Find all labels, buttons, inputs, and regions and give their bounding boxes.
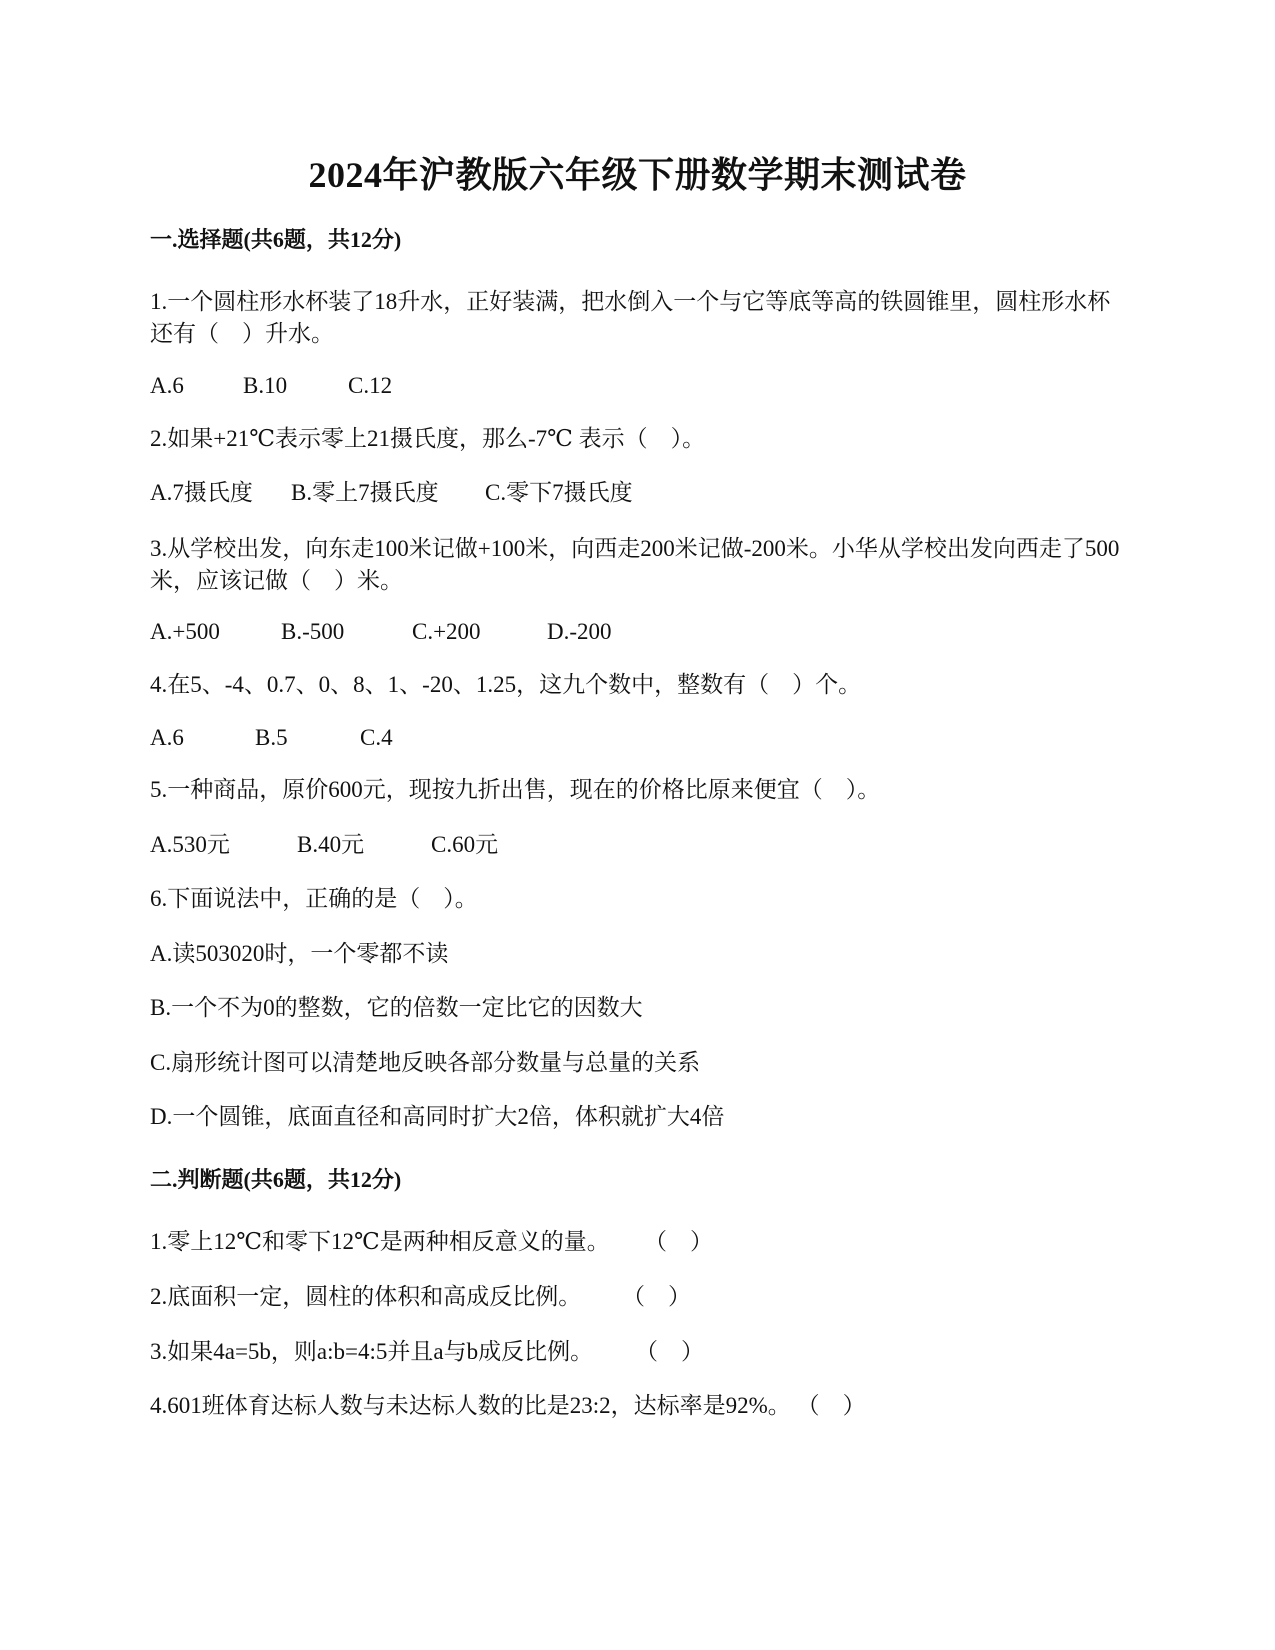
option-c: C.12 bbox=[348, 373, 393, 398]
option-b: B.40元 bbox=[297, 832, 365, 857]
option-b: B.零上7摄氏度 bbox=[291, 480, 439, 505]
section-heading-choice: 一.选择题(共6题，共12分) bbox=[150, 227, 402, 252]
judgment-item-3 bbox=[150, 1336, 1130, 1368]
option-a: A.6 bbox=[150, 373, 184, 398]
page-title: 2024年沪教版六年级下册数学期末测试卷 bbox=[308, 155, 967, 195]
question-5: 5.一种商品，原价600元，现按九折出售，现在的价格比原来便宜（ ）。 bbox=[150, 777, 881, 802]
judgment-text: 4.601班体育达标人数与未达标人数的比是23:2，达标率是92%。 bbox=[150, 1393, 791, 1418]
option-a: A.+500 bbox=[150, 619, 220, 644]
judgment-item-1 bbox=[150, 1226, 1130, 1258]
option-c: C.零下7摄氏度 bbox=[485, 480, 633, 505]
judgment-item-4 bbox=[150, 1390, 1130, 1422]
question-6-option-b: B.一个不为0的整数，它的倍数一定比它的因数大 bbox=[150, 995, 643, 1020]
judgment-text: 2.底面积一定，圆柱的体积和高成反比例。 bbox=[150, 1284, 582, 1309]
option-b: B.-500 bbox=[281, 619, 345, 644]
question-2: 2.如果+21℃表示零上21摄氏度，那么-7℃ 表示（ ）。 bbox=[150, 426, 706, 451]
answer-blank: （ ） bbox=[796, 1393, 866, 1418]
question-6-option-c: C.扇形统计图可以清楚地反映各部分数量与总量的关系 bbox=[150, 1050, 701, 1075]
judgment-text: 3.如果4a=5b，则a:b=4:5并且a与b成反比例。 bbox=[150, 1339, 594, 1364]
answer-blank: （ ） bbox=[644, 1229, 713, 1254]
judgment-text: 1.零上12℃和零下12℃是两种相反意义的量。 bbox=[150, 1229, 610, 1254]
option-b: B.10 bbox=[243, 373, 288, 398]
question-6: 6.下面说法中，正确的是（ ）。 bbox=[150, 886, 478, 911]
option-a: A.7摄氏度 bbox=[150, 480, 253, 505]
answer-blank: （ ） bbox=[622, 1284, 691, 1309]
section-heading-judgment: 二.判断题(共6题，共12分) bbox=[150, 1167, 402, 1192]
judgment-item-2 bbox=[150, 1281, 1130, 1313]
question-3: 3.从学校出发，向东走100米记做+100米，向西走200米记做-200米。小华从学校出发向西走了500米，应该记做（ ）米。 bbox=[150, 536, 1120, 593]
option-a: A.530元 bbox=[150, 832, 230, 857]
question-6-option-d: D.一个圆锥，底面直径和高同时扩大2倍，体积就扩大4倍 bbox=[150, 1104, 725, 1129]
question-6-option-a: A.读503020时，一个零都不读 bbox=[150, 941, 449, 966]
option-a: A.6 bbox=[150, 725, 184, 750]
option-c: C.4 bbox=[360, 725, 393, 750]
answer-blank: （ ） bbox=[635, 1339, 704, 1364]
option-d: D.-200 bbox=[547, 619, 612, 644]
option-c: C.60元 bbox=[431, 832, 499, 857]
question-4: 4.在5、-4、0.7、0、8、1、-20、1.25，这九个数中，整数有（ ）个。 bbox=[150, 672, 862, 697]
option-c: C.+200 bbox=[412, 619, 481, 644]
question-1: 1.一个圆柱形水杯装了18升水，正好装满，把水倒入一个与它等底等高的铁圆锥里，圆柱形水杯还有（ ）升水。 bbox=[150, 289, 1111, 346]
option-b: B.5 bbox=[255, 725, 288, 750]
